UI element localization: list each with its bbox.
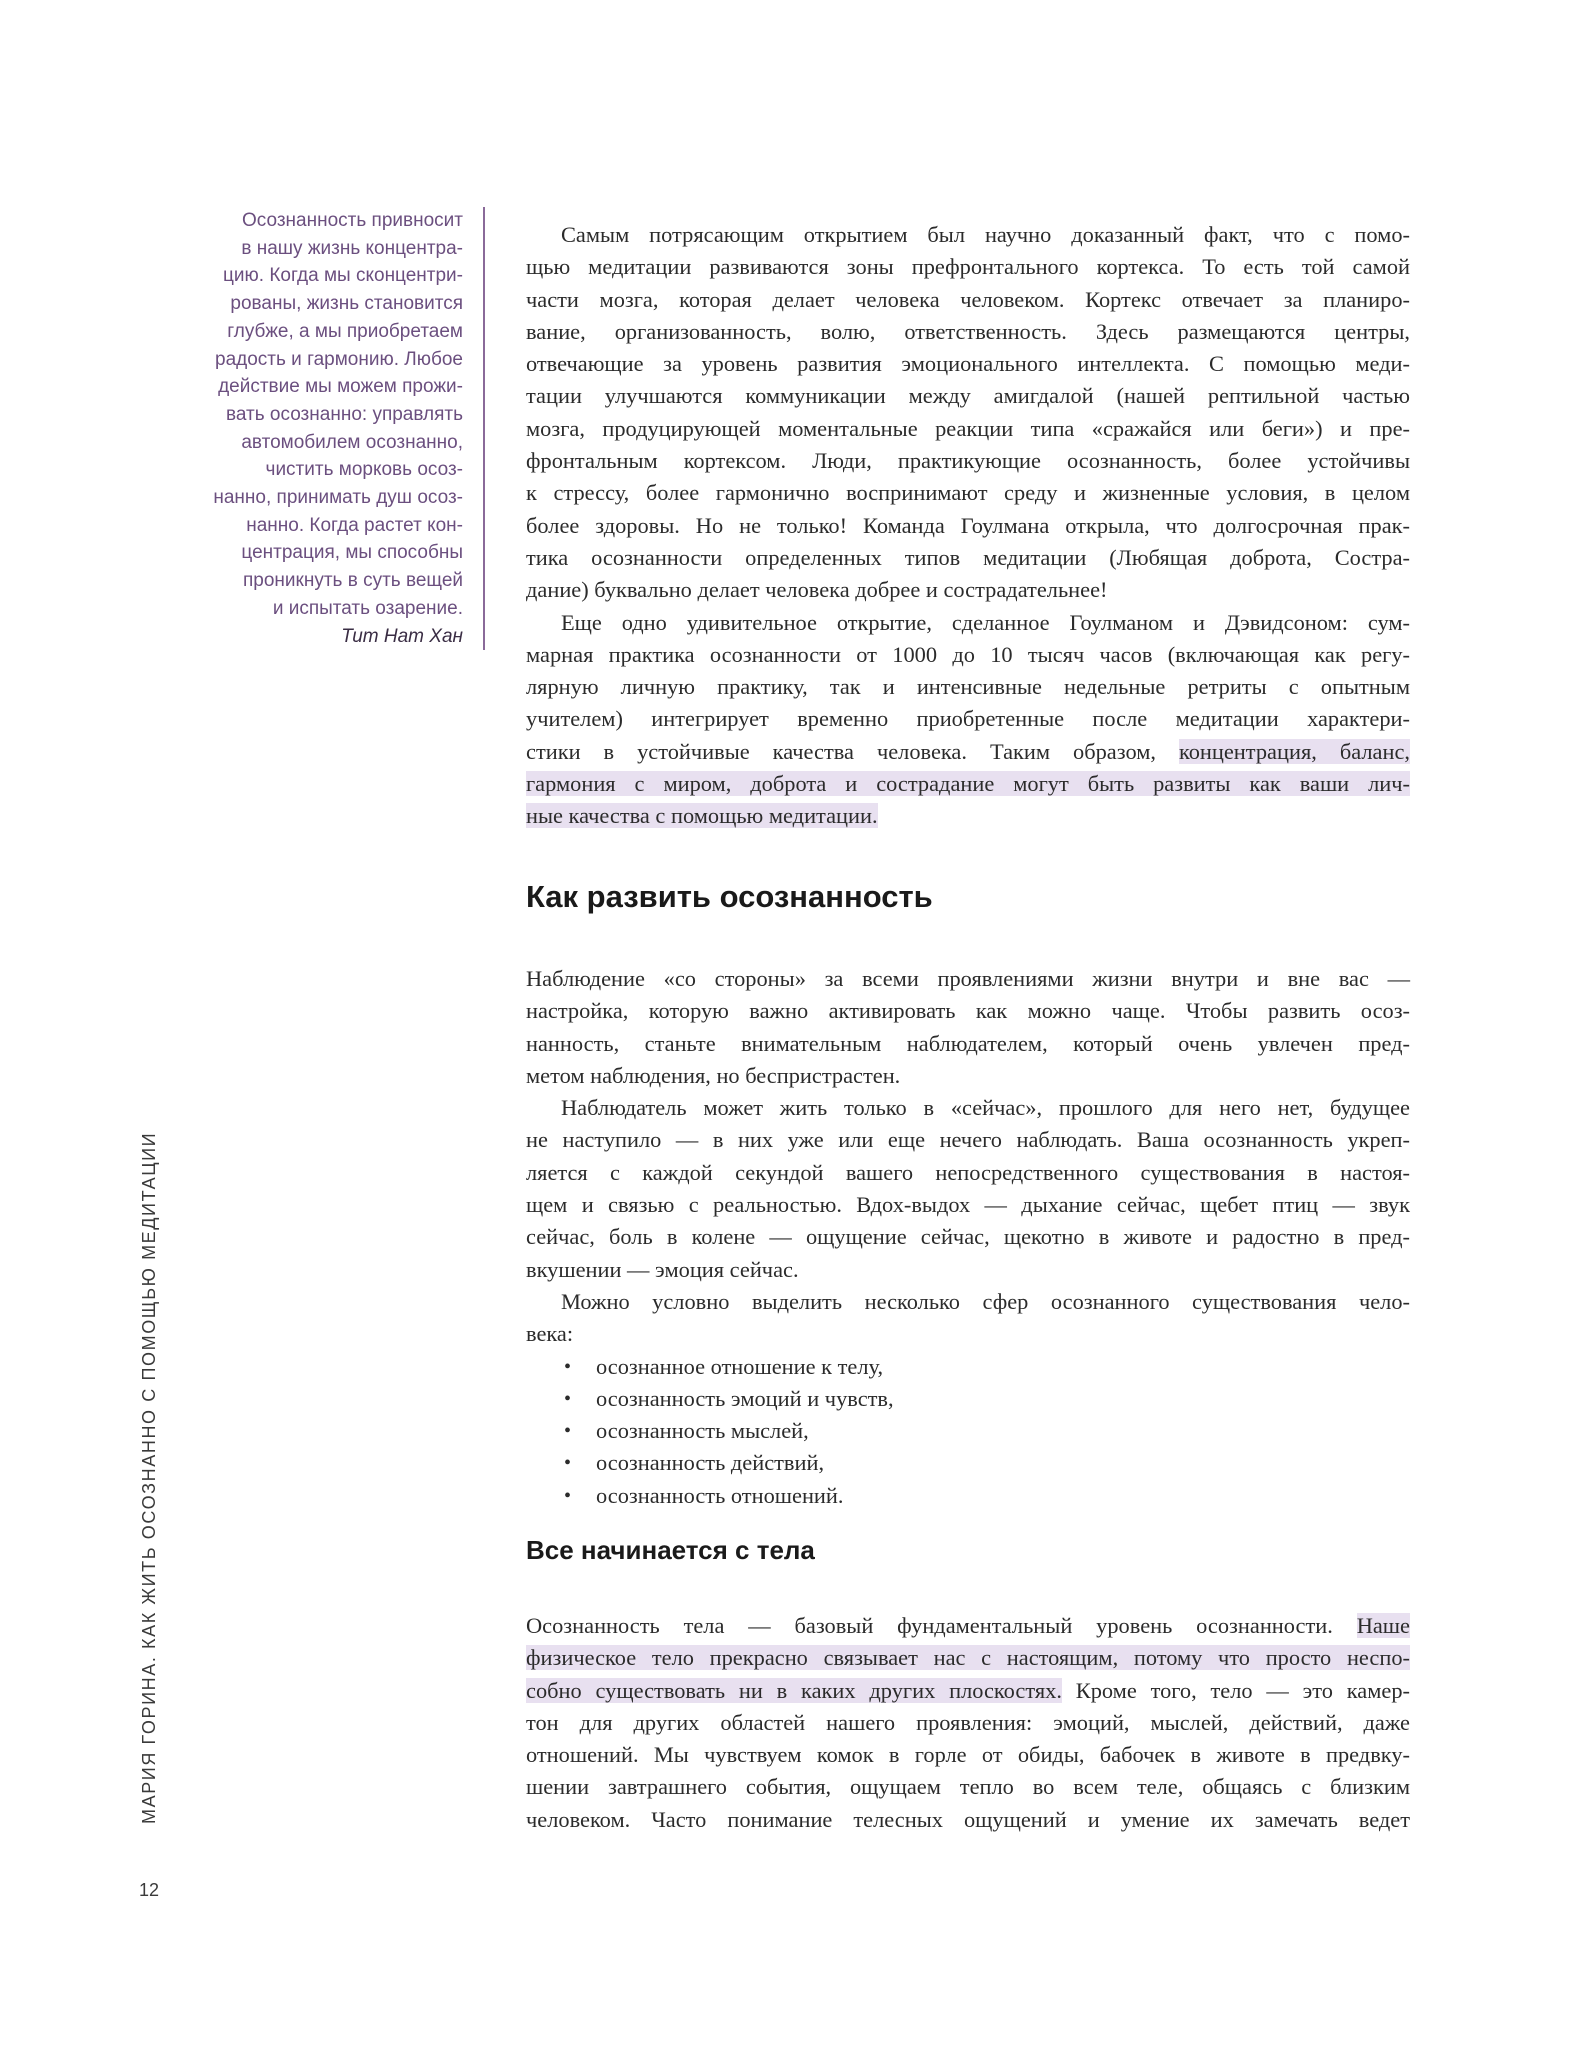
text-line: части мозга, которая делает человека человеком. Кортекс отвечает за планиро- <box>526 286 1410 312</box>
text-line: к стрессу, более гармонично воспринимают среду и жизненные условия, в целом <box>526 480 1410 506</box>
text-line: настройка, которую важно активировать как можно чаще. Чтобы развить осоз- <box>526 998 1410 1024</box>
text-line: учителем) интегрирует временно приобретенные после медитации характери- <box>526 706 1410 732</box>
bullet-icon: • <box>564 1484 572 1507</box>
text-line: более здоровы. Но не только! Команда Гоулмана открыла, что долгосрочная прак- <box>526 512 1410 538</box>
text-segment: стики в устойчивые качества человека. Таким образом, <box>526 738 1179 764</box>
text-line: не наступило — в них уже или еще нечего наблюдать. Ваша осознанность укреп- <box>526 1127 1410 1153</box>
text-line: шении завтрашнего события, ощущаем тепло во всем теле, общаясь с близким <box>526 1774 1410 1800</box>
paragraph-4 <box>526 1092 1410 1286</box>
text-line: тон для других областей нашего проявления: эмоций, мыслей, действий, даже <box>526 1709 1410 1735</box>
text-line: отвечающие за уровень развития эмоционального интеллекта. С помощью меди- <box>526 351 1410 377</box>
subsection-heading: Все начинается с тела <box>526 1535 815 1565</box>
text-line: отношений. Мы чувствуем комок в горле от обиды, бабочек в животе в предвку- <box>526 1742 1410 1768</box>
text-line: Еще одно удивительное открытие, сделанное Гоулманом и Дэвидсоном: сум- <box>561 609 1410 635</box>
text-line: щью медитации развиваются зоны префронтального кортекса. То есть той самой <box>526 254 1410 280</box>
text-line: дание) буквально делает человека добрее и сострадательнее! <box>526 577 1108 603</box>
quote-line: и испытать озарение. <box>272 597 463 619</box>
text-line: ляется с каждой секундой вашего непосредственного существования в настоя- <box>526 1159 1410 1185</box>
bullet-icon: • <box>564 1452 572 1475</box>
paragraph-3 <box>526 963 1410 1092</box>
quote-line: проникнуть в суть вещей <box>242 570 463 592</box>
list-item <box>526 1447 1410 1479</box>
highlighted-text: ные качества с помощью медитации. <box>526 803 878 829</box>
quote-line: нанно. Когда растет кон- <box>246 514 463 536</box>
text-line: щем и связью с реальностью. Вдох-выдох — дыхание сейчас, щебет птиц — звук <box>526 1192 1410 1218</box>
quote-line: цию. Когда мы сконцентри- <box>223 265 463 287</box>
paragraph-2 <box>526 607 1410 833</box>
quote-author: Тит Нат Хан <box>341 625 463 647</box>
text-line <box>526 736 1410 768</box>
text-line <box>526 1675 1410 1707</box>
list-item-text: осознанное отношение к телу, <box>596 1353 884 1379</box>
text-line: вание, организованность, волю, ответственность. Здесь размещаются центры, <box>526 318 1410 344</box>
bullet-icon: • <box>564 1420 572 1443</box>
list-item <box>526 1351 1410 1383</box>
paragraph-6 <box>526 1610 1410 1836</box>
text-line: вкушении — эмоция сейчас. <box>526 1256 799 1282</box>
quote-line: чистить морковь осоз- <box>265 459 463 481</box>
quote-line: рованы, жизнь становится <box>230 293 463 315</box>
text-line: Наблюдение «со стороны» за всеми проявлениями жизни внутри и вне вас — <box>526 966 1410 991</box>
text-line <box>526 1610 1410 1642</box>
highlighted-text: Наше <box>1356 1613 1410 1638</box>
highlighted-text: концентрация, баланс, <box>1178 738 1410 764</box>
bullet-list <box>526 1351 1410 1512</box>
text-line: мозга, продуцирующей моментальные реакции типа «сражайся или беги») и пре- <box>526 415 1410 441</box>
running-head: МАРИЯ ГОРИНА. КАК ЖИТЬ ОСОЗНАННО С ПОМОЩЬЮ МЕДИТАЦИИ <box>139 1131 159 1824</box>
text-line <box>526 768 1410 800</box>
body-text-top <box>526 219 1410 833</box>
text-line: фронтальным кортексом. Люди, практикующие осознанность, более устойчивы <box>526 448 1410 474</box>
quote-line: центрация, мы способны <box>241 542 463 564</box>
text-line: Наблюдатель может жить только в «сейчас», прошлого для него нет, будущее <box>561 1095 1410 1121</box>
paragraph-1 <box>526 219 1410 607</box>
section-heading: Как развить осознанность <box>526 879 933 914</box>
paragraph-5 <box>526 1286 1410 1351</box>
list-item <box>526 1383 1410 1415</box>
text-line: человеком. Часто понимание телесных ощущений и умение их замечать ведет <box>526 1806 1410 1832</box>
text-segment: Кроме того, тело — это камер- <box>1061 1677 1410 1703</box>
quote-line: Осознанность привносит <box>242 210 463 231</box>
quote-line: радость и гармонию. Любое <box>215 348 463 370</box>
quote-line: глубже, а мы приобретаем <box>227 320 463 342</box>
list-item-text: осознанность эмоций и чувств, <box>596 1385 894 1411</box>
list-item-text: осознанность действий, <box>596 1450 825 1476</box>
page-number: 12 <box>139 1880 160 1900</box>
text-line: века: <box>526 1321 574 1347</box>
highlighted-text: физическое тело прекрасно связывает нас с настоящим, потому что просто неспо- <box>526 1645 1410 1671</box>
list-item-text: осознанность мыслей, <box>596 1418 809 1444</box>
text-segment: Осознанность тела — базовый фундаментальный уровень осознанности. <box>526 1613 1357 1638</box>
text-line: Самым потрясающим открытием был научно доказанный факт, что с помо- <box>561 222 1410 247</box>
bullet-icon: • <box>564 1387 572 1410</box>
quote-line: автомобилем осознанно, <box>241 431 463 453</box>
highlighted-text: собно существовать ни в каких других плоскостях. <box>526 1677 1062 1703</box>
list-item <box>526 1415 1410 1447</box>
list-item-text: осознанность отношений. <box>596 1482 844 1508</box>
text-line: тации улучшаются коммуникации между амигдалой (нашей рептильной частью <box>526 383 1410 409</box>
text-line: Можно условно выделить несколько сфер осознанного существования чело- <box>561 1288 1410 1314</box>
text-line: сейчас, боль в колене — ощущение сейчас, щекотно в животе и радостно в пред- <box>526 1224 1410 1250</box>
text-line <box>526 800 1410 832</box>
bullet-icon: • <box>564 1355 572 1378</box>
quote-line: нанно, принимать душ осоз- <box>213 487 463 509</box>
text-line: нанность, станьте внимательным наблюдателем, который очень увлечен пред- <box>526 1030 1410 1056</box>
text-line: тика осознанности определенных типов медитации (Любящая доброта, Состра- <box>526 544 1410 570</box>
text-line: метом наблюдения, но беспристрастен. <box>526 1062 901 1088</box>
text-line: марная практика осознанности от 1000 до 10 тысяч часов (включающая как регу- <box>526 641 1410 667</box>
quote-line: в нашу жизнь концентра- <box>241 237 463 259</box>
sidebar-quote <box>200 207 485 650</box>
text-line: лярную личную практику, так и интенсивные недельные ретриты с опытным <box>526 674 1410 700</box>
text-line <box>526 1642 1410 1674</box>
list-item <box>526 1480 1410 1512</box>
quote-line: вать осознанно: управлять <box>226 403 463 425</box>
quote-line: действие мы можем прожи- <box>218 376 463 398</box>
highlighted-text: гармония с миром, доброта и сострадание могут быть развиты как ваши лич- <box>526 771 1410 797</box>
body-text-middle <box>526 963 1410 1512</box>
